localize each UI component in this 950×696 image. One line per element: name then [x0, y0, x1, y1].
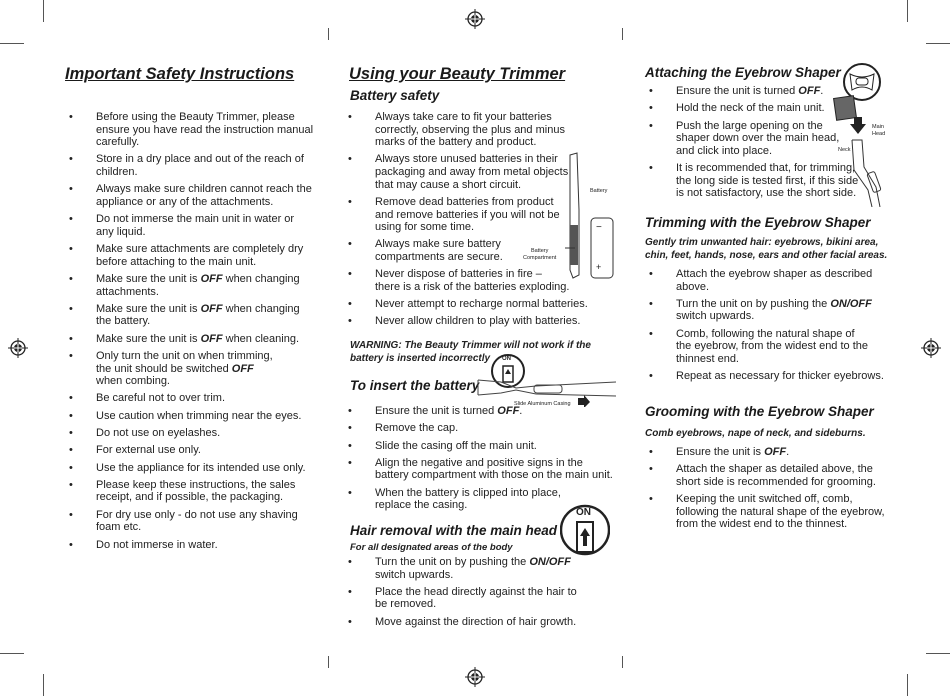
emphasis-text: OFF — [764, 446, 787, 458]
list-item — [69, 350, 326, 388]
item-text: Hold the neck of the main unit. — [676, 102, 825, 115]
list-item — [348, 439, 615, 453]
trimming-subtitle: Gently trim unwanted hair: eyebrows, bikini area, chin, feet, hands, nose, ears and other facial areas. — [645, 237, 888, 261]
item-text: Store in a dry place and out of the reach of children. — [96, 153, 304, 179]
list-item — [69, 183, 326, 208]
emphasis-text: OFF — [200, 332, 223, 345]
item-text: Turn the unit on by pushing the — [676, 297, 831, 310]
trimming-title: Trimming with the Eyebrow Shaper — [645, 215, 871, 230]
list-item — [69, 302, 326, 328]
list-item — [69, 444, 326, 457]
slide-casing-label: Slide Aluminum Casing — [514, 401, 571, 407]
on-label-small: ON — [502, 356, 511, 362]
warning-text: WARNING: The Beauty Trimmer will not work if the battery is inserted incorrectly — [350, 340, 591, 364]
bullet-icon: • — [69, 478, 73, 491]
list-item — [348, 456, 615, 482]
item-text: Ensure the unit is turned — [676, 85, 799, 97]
bullet-icon: • — [348, 556, 352, 568]
list-item — [649, 327, 906, 366]
item-text: Move against the direction of hair growth. — [375, 615, 577, 628]
bullet-icon: • — [69, 243, 73, 256]
safety-list — [69, 111, 326, 556]
list-item — [348, 556, 615, 581]
item-text: when cleaning. — [222, 332, 300, 345]
item-text: Always make sure children cannot reach the appliance or any of the attachments. — [96, 183, 312, 208]
item-text: For dry use only - do not use any shaving foam etc. — [96, 508, 298, 534]
bullet-icon: • — [649, 446, 653, 458]
crop-mark — [907, 0, 908, 22]
crop-mark — [43, 0, 44, 22]
list-item — [649, 268, 906, 293]
bullet-icon: • — [649, 370, 653, 383]
bullet-icon: • — [649, 268, 653, 280]
bullet-icon: • — [649, 463, 653, 476]
crop-mark — [622, 28, 623, 40]
item-text: Make sure the unit is — [96, 332, 201, 345]
hair-removal-subtitle: For all designated areas of the body — [350, 542, 513, 553]
item-text: Remove the cap. — [375, 422, 459, 435]
emphasis-text: OFF — [200, 302, 223, 315]
item-text: Never dispose of batteries in fire – there is a risk of the batteries exploding. — [375, 268, 570, 293]
bullet-icon: • — [348, 195, 352, 208]
battery-label: Battery — [590, 188, 608, 194]
bullet-icon: • — [348, 315, 352, 328]
minus-sign: − — [596, 222, 602, 233]
grooming-list — [649, 446, 906, 536]
item-text: when changing attachments. — [96, 272, 300, 298]
item-text: Remove dead batteries from product and remove batteries if you will not be using for some time. — [375, 195, 560, 234]
item-text: Always store unused batteries in their packaging and away from metal objects that may cause a short circuit. — [375, 153, 569, 191]
bullet-icon: • — [69, 538, 73, 551]
item-text: It is recommended that, for trimming, the long side is tested first, if this side is not satisfactory, use the short side. — [676, 162, 859, 200]
list-item — [69, 243, 326, 268]
list-item — [649, 102, 896, 115]
item-text: Slide the casing off the main unit. — [375, 439, 537, 452]
crop-mark — [43, 674, 44, 696]
item-text: Align the negative and positive signs in the battery compartment with those on the main unit. — [375, 456, 613, 482]
usage-title: Using your Beauty Trimmer — [349, 65, 566, 83]
item-text: Make sure the unit is — [96, 302, 201, 315]
list-item — [348, 615, 615, 629]
item-text: Never allow children to play with batteries. — [375, 315, 581, 328]
list-item — [649, 297, 906, 323]
crop-mark — [328, 656, 329, 668]
crop-mark — [926, 43, 950, 44]
list-item — [69, 409, 326, 423]
item-text: Before using the Beauty Trimmer, please ensure you have read the instruction manual carefully. — [96, 111, 314, 149]
bullet-icon: • — [348, 456, 352, 469]
bullet-icon: • — [69, 409, 73, 422]
attaching-list — [649, 85, 896, 205]
item-text: when changing the battery. — [96, 302, 300, 328]
bullet-icon: • — [348, 585, 352, 598]
item-text: Make sure attachments are completely dry before attaching to the main unit. — [96, 243, 304, 268]
item-text: Be careful not to over trim. — [96, 392, 225, 405]
list-item — [649, 370, 906, 383]
item-text: Keeping the unit switched off, comb, following the natural shape of the eyebrow, from the widest end to the thinnest. — [676, 493, 885, 531]
list-item — [69, 332, 326, 346]
bullet-icon: • — [348, 422, 352, 435]
plus-sign: + — [596, 262, 602, 272]
item-text: Make sure the unit is — [96, 272, 201, 285]
insert-battery-title: To insert the battery — [350, 378, 480, 393]
list-item — [348, 315, 615, 328]
crop-mark — [328, 28, 329, 40]
bullet-icon: • — [649, 85, 653, 97]
item-text: For external use only. — [96, 444, 201, 457]
item-text: Please keep these instructions, the sales receipt, and if possible, the packaging. — [96, 478, 296, 504]
item-text: Comb, following the natural shape of the eyebrow, from the widest end to the thinnest end. — [676, 327, 869, 365]
item-text: . — [820, 85, 824, 97]
safety-title: Important Safety Instructions — [65, 65, 295, 83]
item-text: Repeat as necessary for thicker eyebrows. — [676, 370, 884, 383]
bullet-icon: • — [348, 111, 352, 123]
list-item — [348, 298, 615, 311]
registration-mark-icon — [465, 9, 485, 29]
item-text: When the battery is clipped into place, replace the casing. — [375, 486, 561, 512]
bullet-icon: • — [649, 493, 653, 506]
list-item — [649, 463, 906, 488]
item-text: Only turn the unit on when trimming, the unit should be switched — [96, 350, 273, 375]
on-label: ON — [576, 507, 591, 518]
bullet-icon: • — [69, 272, 73, 285]
emphasis-text: OFF — [231, 362, 254, 375]
bullet-icon: • — [348, 298, 352, 311]
bullet-icon: • — [348, 405, 352, 417]
list-item — [69, 478, 326, 504]
item-text: switch upwards. — [375, 568, 454, 581]
bullet-icon: • — [649, 327, 653, 340]
bullet-icon: • — [69, 213, 73, 226]
item-text: Do not immerse the main unit in water or any liquid. — [96, 213, 295, 238]
item-text: when combing. — [96, 375, 170, 388]
emphasis-text: OFF — [200, 272, 223, 285]
emphasis-text: OFF — [497, 405, 520, 417]
bullet-icon: • — [348, 153, 352, 166]
registration-mark-icon — [921, 338, 941, 358]
grooming-title: Grooming with the Eyebrow Shaper — [645, 404, 874, 419]
emphasis-text: ON/OFF — [830, 297, 872, 310]
bullet-icon: • — [348, 439, 352, 452]
bullet-icon: • — [69, 392, 73, 405]
bullet-icon: • — [348, 615, 352, 628]
bullet-icon: • — [69, 302, 73, 315]
list-item — [69, 392, 326, 405]
list-item — [348, 111, 615, 149]
item-text: Do not use on eyelashes. — [96, 427, 221, 440]
bullet-icon: • — [69, 444, 73, 457]
item-text: Never attempt to recharge normal batteries. — [375, 298, 588, 311]
bullet-icon: • — [69, 461, 73, 474]
item-text: Use the appliance for its intended use only. — [96, 461, 306, 474]
item-text: Attach the eyebrow shaper as described above. — [676, 268, 873, 293]
item-text: Turn the unit on by pushing the — [375, 556, 530, 568]
trimming-list — [649, 268, 906, 388]
list-item — [649, 119, 896, 158]
item-text: Always take care to fit your batteries correctly, observing the plus and minus marks of the battery and product. — [375, 111, 565, 149]
list-item — [69, 427, 326, 440]
bullet-icon: • — [69, 111, 73, 123]
list-item — [348, 405, 615, 418]
bullet-icon: • — [69, 153, 73, 166]
bullet-icon: • — [348, 486, 352, 499]
main-head-label: Main Head — [872, 124, 886, 137]
list-item — [69, 508, 326, 534]
item-text: Use caution when trimming near the eyes. — [96, 409, 302, 422]
list-item — [649, 85, 896, 98]
list-item — [69, 272, 326, 298]
bullet-icon: • — [69, 332, 73, 345]
attaching-title: Attaching the Eyebrow Shaper — [645, 65, 841, 80]
list-item — [649, 446, 906, 459]
bullet-icon: • — [348, 268, 352, 281]
bullet-icon: • — [649, 102, 653, 115]
crop-mark — [926, 653, 950, 654]
list-item — [69, 538, 326, 552]
emphasis-text: ON/OFF — [529, 556, 571, 568]
bullet-icon: • — [69, 508, 73, 521]
bullet-icon: • — [649, 119, 653, 132]
bullet-icon: • — [649, 297, 653, 310]
item-text: . — [519, 405, 523, 417]
item-text: Ensure the unit is turned — [375, 405, 498, 417]
list-item — [69, 111, 326, 149]
emphasis-text: OFF — [798, 85, 821, 97]
crop-mark — [0, 653, 24, 654]
list-item — [69, 153, 326, 179]
item-text: Push the large opening on the shaper down over the main head, and click into place. — [676, 119, 840, 157]
bullet-icon: • — [649, 162, 653, 175]
item-text: Ensure the unit is — [676, 446, 765, 458]
battery-diagram — [565, 150, 615, 285]
hair-removal-list — [348, 556, 615, 633]
item-text: Always make sure battery compartments are secure. — [375, 238, 503, 263]
neck-label: Neck — [838, 147, 851, 153]
bullet-icon: • — [69, 350, 73, 362]
grooming-subtitle: Comb eyebrows, nape of neck, and sideburns. — [645, 428, 866, 439]
list-item — [69, 213, 326, 238]
battery-safety-title: Battery safety — [350, 88, 440, 103]
list-item — [649, 493, 906, 531]
item-text: . — [786, 446, 790, 458]
list-item — [348, 585, 615, 611]
bullet-icon: • — [69, 427, 73, 440]
list-item — [69, 461, 326, 475]
item-text: switch upwards. — [676, 310, 755, 323]
item-text: Do not immerse in water. — [96, 538, 218, 551]
hair-removal-title: Hair removal with the main head — [350, 523, 558, 538]
registration-mark-icon — [465, 667, 485, 687]
crop-mark — [622, 656, 623, 668]
list-item — [348, 422, 615, 435]
crop-mark — [0, 43, 24, 44]
trimmer-casing-diagram — [476, 352, 616, 407]
bullet-icon: • — [348, 238, 352, 251]
battery-compartment-label: Battery Compartment — [523, 248, 557, 261]
registration-mark-icon — [8, 338, 28, 358]
list-item — [649, 162, 896, 200]
bullet-icon: • — [69, 183, 73, 196]
item-text: Attach the shaper as detailed above, the short side is recommended for grooming. — [676, 463, 876, 488]
item-text: Place the head directly against the hair to be removed. — [375, 585, 577, 611]
crop-mark — [907, 674, 908, 696]
